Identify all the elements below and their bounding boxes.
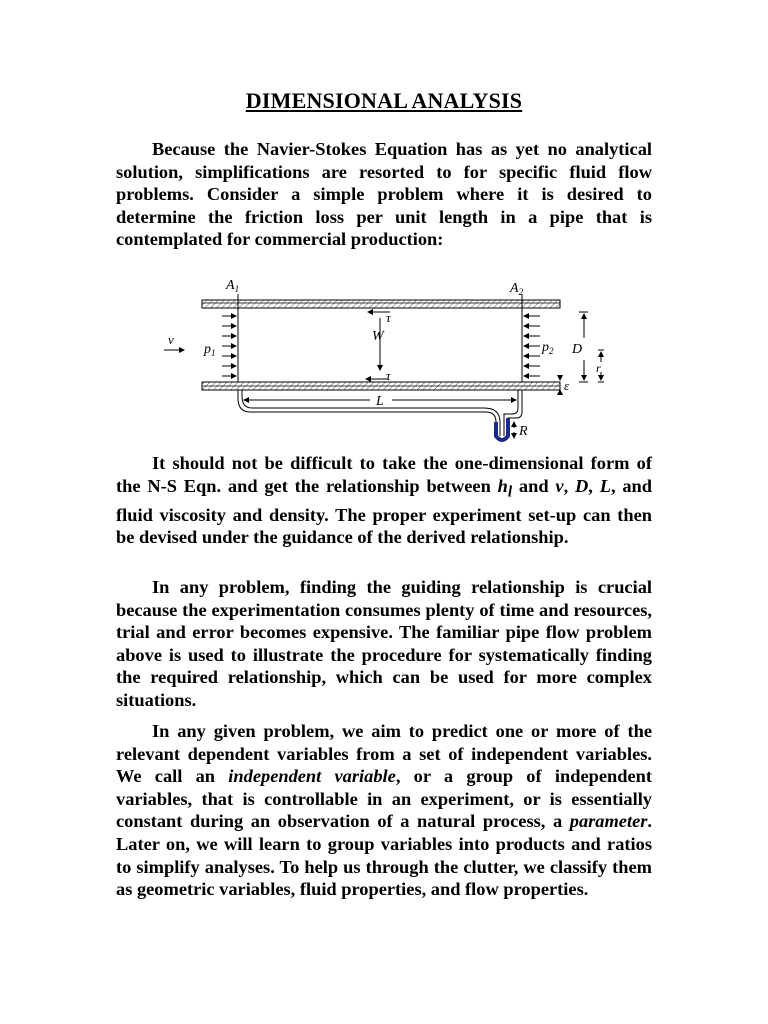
pressure-arrows-p2 (524, 316, 540, 376)
pipe-flow-diagram (150, 272, 600, 452)
tau-bottom-label: τ (386, 368, 391, 383)
pressure-arrows-p1 (222, 316, 236, 376)
epsilon-label: ε (564, 378, 570, 393)
r-reading-label: R (519, 424, 528, 439)
paragraph-guiding-relationship: In any problem, finding the guiding relationship is crucial because the experimentation consumes plenty of time and resources, trial and error becomes expensive. The familiar pipe flow problem above is used to illustrate the procedure for systematically finding the required relationship, which can be used for more complex situations. (116, 577, 652, 710)
manometer-fluid (496, 418, 508, 440)
paragraph-nse-relationship: It should not be difficult to take the one-dimensional form of the N-S Eqn. and get the relationship between $h_l$ and v, D, L, and fluid viscosity and density. The proper experiment set-up can then be devised under the guidance of the derived relationship. (116, 453, 652, 548)
intro-text: Because the Navier-Stokes Equation has as yet no analytical solution, simplifications are resorted to for specific fluid flow problems. Consider a simple problem where it is desired to determine the friction loss per unit length in a pipe that is contemplated for commercial production: (116, 139, 652, 250)
a1-label: $A_1$ (226, 278, 240, 294)
paragraph-independent-variables: In any given problem, we aim to predict one or more of the relevant dependent variables from a set of independent variables. We call an independent variable, or a group of independent variables, that is controllable in an experiment, or is essentially constant during an observation of a natural process, a parameter. Later on, we will learn to group variables into products and ratios to simplify analyses. To help us through the clutter, we classify them as geometric variables, fluid properties, and flow properties. (116, 721, 652, 900)
pipe-top-wall (202, 300, 560, 308)
tau-top-label: τ (386, 310, 391, 325)
length-label: L (376, 394, 384, 409)
page-title: DIMENSIONAL ANALYSIS (245, 88, 523, 113)
p1-label: $p_1$ (204, 342, 216, 358)
pipe-bottom-wall (202, 382, 560, 390)
intro-paragraph (116, 138, 652, 251)
radius-label: r (596, 361, 601, 375)
diameter-label: D (572, 342, 583, 357)
weight-label: W (372, 329, 384, 344)
a2-label: $A_2$ (510, 281, 524, 297)
p2-label: $p_2$ (542, 340, 554, 356)
velocity-label: v (168, 332, 174, 347)
